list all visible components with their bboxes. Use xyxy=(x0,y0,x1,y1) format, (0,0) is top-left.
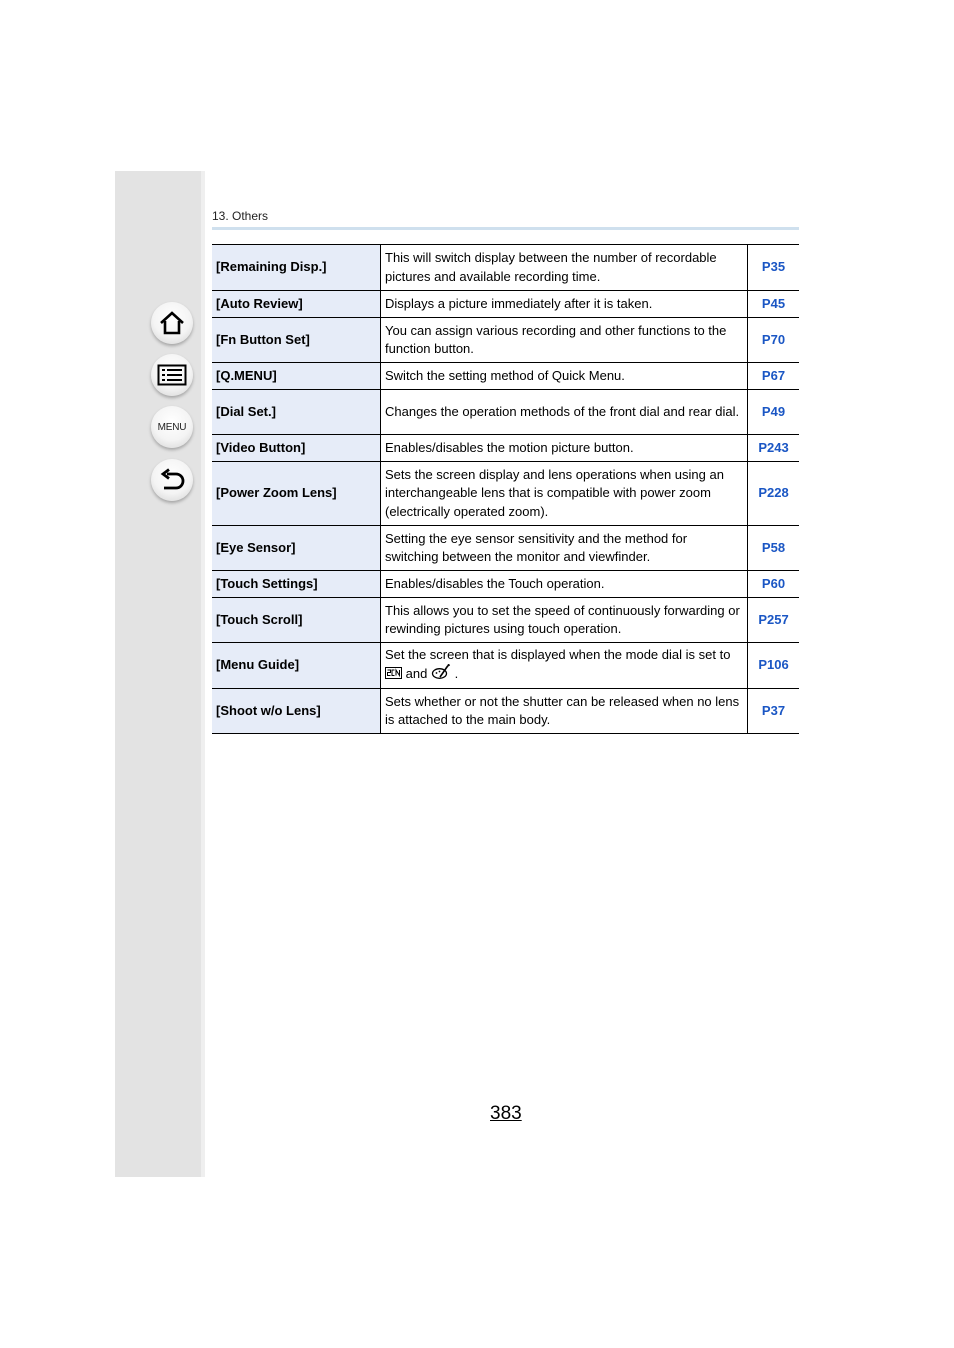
setting-description xyxy=(381,643,748,689)
home-icon xyxy=(158,310,186,336)
page-link[interactable]: P58 xyxy=(761,539,786,555)
page-link[interactable]: P228 xyxy=(758,485,789,501)
back-button[interactable] xyxy=(151,459,193,501)
table-row xyxy=(212,245,799,291)
setting-name: [Video Button] xyxy=(212,435,381,462)
header-rule xyxy=(212,227,799,230)
page-link[interactable]: P37 xyxy=(761,702,786,718)
table-row xyxy=(212,571,799,598)
creative-control-mode-icon xyxy=(431,664,451,686)
page-link[interactable]: P45 xyxy=(761,295,786,311)
setting-name: [Menu Guide] xyxy=(212,643,381,689)
page-link[interactable]: P35 xyxy=(761,259,786,275)
setting-description: Sets the screen display and lens operations when using an interchangeable lens that is compatible with power zoom (electrically operated zoom). xyxy=(381,462,748,526)
setting-description: This allows you to set the speed of continuously forwarding or rewinding pictures using touch operation. xyxy=(381,598,748,643)
page-link-cell xyxy=(748,643,800,689)
setting-description: This will switch display between the number of recordable pictures and available recording time. xyxy=(381,245,748,291)
description-text: . xyxy=(454,666,459,682)
page-link[interactable]: P243 xyxy=(758,439,789,455)
page-link[interactable]: P49 xyxy=(761,403,786,419)
page-link[interactable]: P60 xyxy=(761,575,786,591)
settings-table xyxy=(212,244,799,734)
table-row xyxy=(212,291,799,318)
page-link[interactable]: P106 xyxy=(758,657,789,673)
table-row xyxy=(212,643,799,689)
table-row xyxy=(212,318,799,363)
table-row xyxy=(212,598,799,643)
page-link-cell xyxy=(748,245,800,291)
description-text: Set the screen that is displayed when the mode dial is set to xyxy=(385,646,731,662)
setting-description: Enables/disables the Touch operation. xyxy=(381,571,748,598)
setting-name: [Touch Settings] xyxy=(212,571,381,598)
page-link[interactable]: P70 xyxy=(761,331,786,347)
setting-description: Changes the operation methods of the front dial and rear dial. xyxy=(381,390,748,435)
page-link-cell xyxy=(748,363,800,390)
table-row xyxy=(212,390,799,435)
page-link-cell xyxy=(748,291,800,318)
scene-guide-mode-icon xyxy=(385,666,402,685)
section-header: 13. Others xyxy=(212,209,269,223)
sidebar-edge xyxy=(201,171,205,1177)
setting-name: [Dial Set.] xyxy=(212,390,381,435)
setting-name: [Power Zoom Lens] xyxy=(212,462,381,526)
back-arrow-icon xyxy=(158,468,186,492)
list-icon xyxy=(157,364,187,386)
page-link-cell xyxy=(748,435,800,462)
page-link[interactable]: P67 xyxy=(761,367,786,383)
setting-name: [Auto Review] xyxy=(212,291,381,318)
page-link-cell xyxy=(748,689,800,734)
table-row xyxy=(212,435,799,462)
setting-description: Setting the eye sensor sensitivity and the method for switching between the monitor and viewfinder. xyxy=(381,526,748,571)
setting-name: [Touch Scroll] xyxy=(212,598,381,643)
setting-description: Switch the setting method of Quick Menu. xyxy=(381,363,748,390)
page-link-cell xyxy=(748,462,800,526)
table-row xyxy=(212,462,799,526)
page-link-cell xyxy=(748,318,800,363)
table-row xyxy=(212,689,799,734)
setting-description: Sets whether or not the shutter can be released when no lens is attached to the main body. xyxy=(381,689,748,734)
menu-label: MENU xyxy=(157,421,187,433)
menu-button[interactable] xyxy=(151,406,193,448)
contents-button[interactable] xyxy=(151,354,193,396)
setting-name: [Q.MENU] xyxy=(212,363,381,390)
setting-name: [Fn Button Set] xyxy=(212,318,381,363)
setting-description: You can assign various recording and other functions to the function button. xyxy=(381,318,748,363)
page-link-cell xyxy=(748,526,800,571)
table-row xyxy=(212,526,799,571)
setting-name: [Eye Sensor] xyxy=(212,526,381,571)
page-link[interactable]: P257 xyxy=(758,611,789,627)
setting-description: Enables/disables the motion picture button. xyxy=(381,435,748,462)
table-row xyxy=(212,363,799,390)
page-link-cell xyxy=(748,598,800,643)
home-button[interactable] xyxy=(151,302,193,344)
page-link-cell xyxy=(748,571,800,598)
page-number: 383 xyxy=(490,1103,522,1124)
page-link-cell xyxy=(748,390,800,435)
setting-name: [Remaining Disp.] xyxy=(212,245,381,291)
description-text: and xyxy=(405,666,428,682)
setting-name: [Shoot w/o Lens] xyxy=(212,689,381,734)
setting-description: Displays a picture immediately after it is taken. xyxy=(381,291,748,318)
